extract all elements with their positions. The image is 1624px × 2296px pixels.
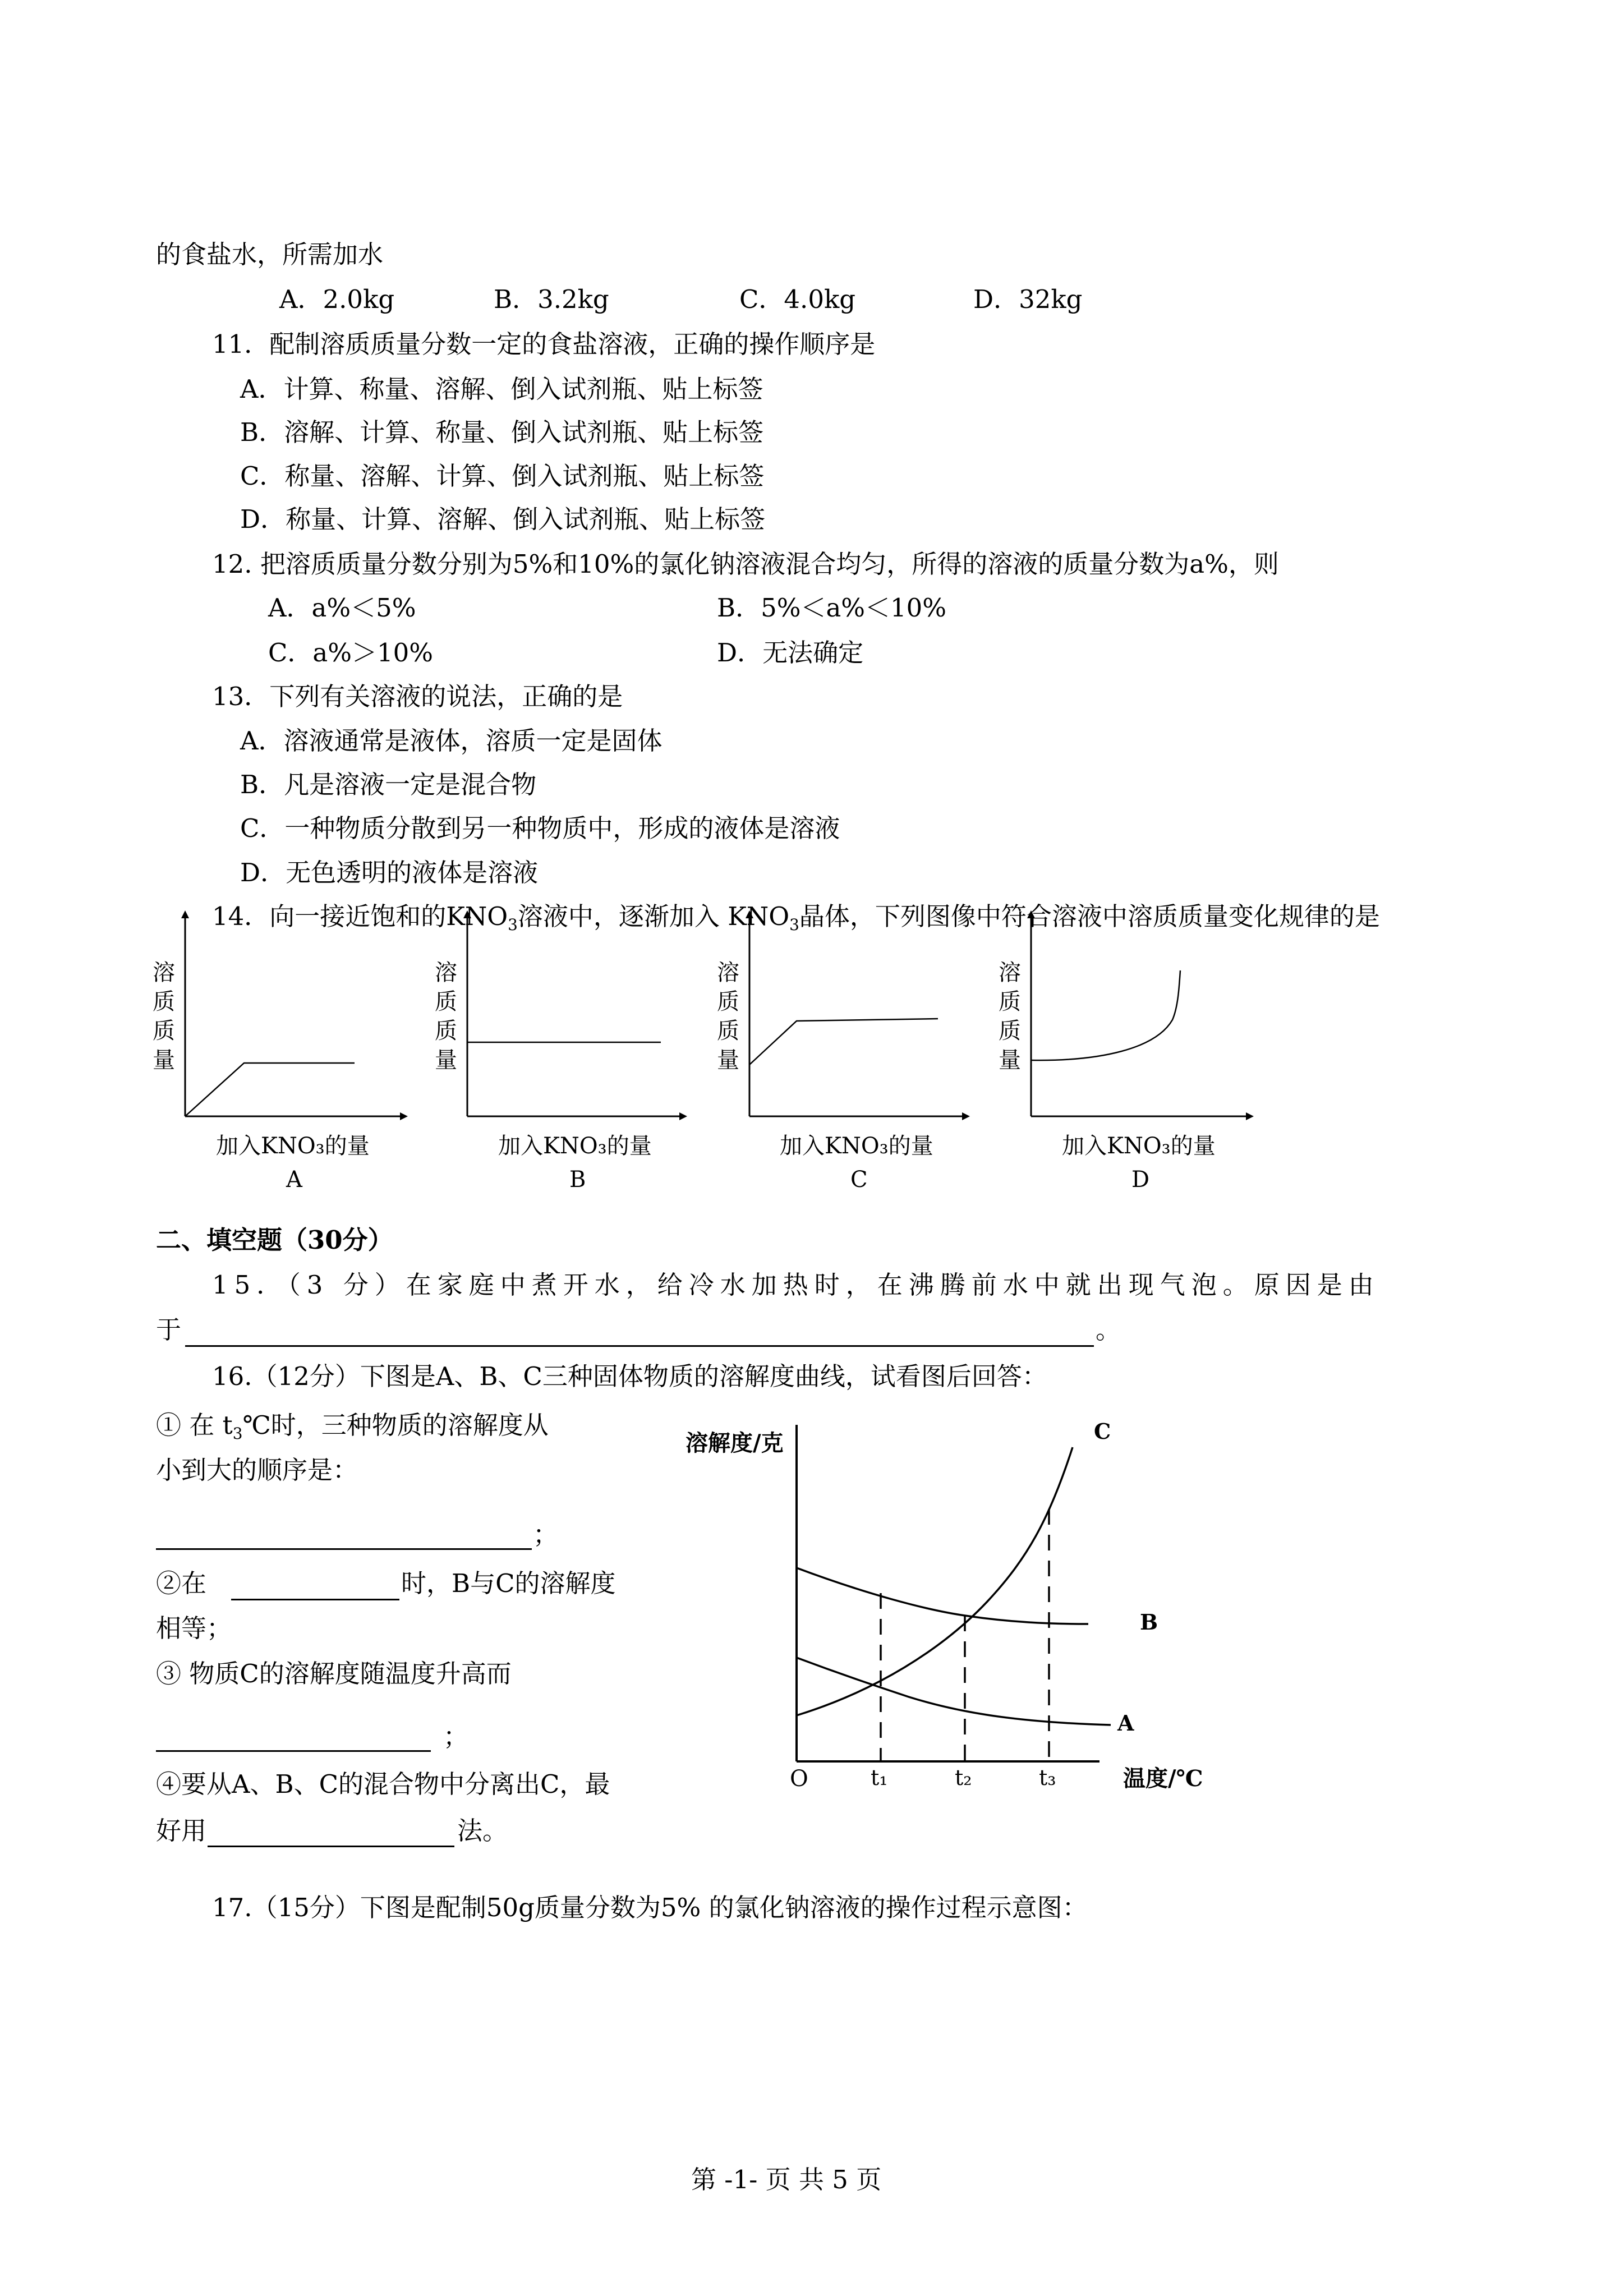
q10-option-c: C．4.0kg [739,284,856,314]
q13-option-a: A．溶液通常是液体，溶质一定是固体 [240,726,663,756]
q16-part3: ③ 物质C的溶解度随温度升高而 [156,1659,512,1688]
tick-t3: t₃ [1039,1765,1056,1790]
ylabel-char: 量 [153,1047,175,1073]
graph-a-xlabel: 加入KNO₃的量 [216,1133,370,1159]
q16-part2-mid: 时，B与C的溶解度 [401,1568,616,1598]
q13-option-d: D．无色透明的液体是溶液 [240,858,539,887]
tick-t1: t₁ [871,1765,888,1790]
q16-part1-end: ； [533,1520,559,1549]
q16-part4-start: 好用 [156,1816,207,1846]
solubility-ylabel: 溶解度/克 [686,1430,784,1456]
q16-part4-line1: ④要从A、B、C的混合物中分离出C，最 [156,1769,610,1799]
q16-part1-line2: 小到大的顺序是： [156,1455,358,1485]
curve-c [797,1447,1073,1715]
q16-part3-end: ； [443,1722,469,1751]
ylabel-char: 质 [435,989,457,1015]
q15-line2-start: 于 [156,1315,182,1345]
q12-option-a: A．a%＜5% [268,593,416,623]
q12-option-d: D．无法确定 [717,638,864,668]
curve-label-b: B [1140,1609,1158,1635]
q16-subscript: 3 [232,1424,243,1443]
q14-subscript: 3 [508,915,518,934]
q10-option-b: B．3.2kg [494,284,609,314]
q11-option-a: A．计算、称量、溶解、倒入试剂瓶、贴上标签 [240,374,763,404]
q16-part4-end: 法。 [457,1816,508,1846]
q16-part2-end: 相等； [156,1613,232,1643]
ylabel-char: 质 [999,989,1021,1015]
ylabel-char: 质 [717,1018,739,1044]
q11-option-c: C．称量、溶解、计算、倒入试剂瓶、贴上标签 [240,461,765,491]
graph-b-letter: B [569,1167,586,1193]
q12-option-b: B．5%＜a%＜10% [717,593,947,623]
q13-option-c: C．一种物质分散到另一种物质中，形成的液体是溶液 [240,813,840,843]
q10-tail: 的食盐水，所需加水 [156,240,384,269]
q11-stem: 11．配制溶质质量分数一定的食盐溶液，正确的操作顺序是 [212,329,876,359]
q16-part1-text: ① 在 t [156,1410,233,1440]
q13-option-b: B．凡是溶液一定是混合物 [240,770,537,799]
ylabel-char: 质 [999,1018,1021,1044]
ylabel-char: 溶 [717,960,739,986]
curve-b [797,1568,1088,1624]
solubility-origin: O [790,1766,808,1792]
curve-label-c: C [1094,1419,1111,1444]
graph-c-xlabel: 加入KNO₃的量 [780,1133,933,1159]
ylabel-char: 溶 [153,960,175,986]
page-footer: 第 -1- 页 共 5 页 [691,2165,882,2194]
q12-stem: 12. 把溶质质量分数分别为5%和10%的氯化钠溶液混合均匀，所得的溶液的质量分数为a%，则 [212,549,1279,579]
ylabel-char: 量 [999,1047,1021,1073]
q11-option-d: D．称量、计算、溶解、倒入试剂瓶、贴上标签 [240,504,766,534]
q14-stem-part: 14．向一接近饱和的KNO [212,901,508,931]
ylabel-char: 溶 [435,960,457,986]
graph-d-xlabel: 加入KNO₃的量 [1062,1133,1216,1159]
curve-a [797,1658,1111,1725]
q16-part1-text: ℃时，三种物质的溶解度从 [242,1410,549,1440]
q13-stem: 13．下列有关溶液的说法，正确的是 [212,682,623,711]
ylabel-char: 溶 [999,960,1021,986]
graph-a-letter: A [286,1167,302,1193]
q14-subscript: 3 [789,915,799,934]
q10-option-a: A．2.0kg [279,284,395,314]
q11-option-b: B．溶解、计算、称量、倒入试剂瓶、贴上标签 [240,417,764,447]
q12-option-c: C．a%＞10% [268,638,434,668]
tick-t2: t₂ [955,1765,972,1790]
ylabel-char: 质 [435,1018,457,1044]
section-heading: 二、填空题（30分） [156,1225,393,1255]
graph-d-letter: D [1131,1167,1150,1193]
q14-stem-part: 晶体，下列图像中符合溶液中溶质质量变化规律的是 [799,901,1380,931]
ylabel-char: 量 [435,1047,457,1073]
q14-stem-part: 溶液中，逐渐加入 KNO [517,901,790,931]
q16-stem: 16.（12分）下图是A、B、C三种固体物质的溶解度曲线，试看图后回答： [212,1361,1047,1391]
q10-option-d: D．32kg [973,284,1083,314]
curve-label-a: A [1117,1710,1134,1736]
q15-line2-end: 。 [1096,1315,1121,1345]
ylabel-char: 质 [153,989,175,1015]
ylabel-char: 质 [153,1018,175,1044]
q15-line1: 15．（3 分）在家庭中煮开水，给冷水加热时，在沸腾前水中就出现气泡。原因是由 [212,1270,1380,1300]
q17-stem: 17.（15分）下图是配制50g质量分数为5% 的氯化钠溶液的操作过程示意图： [212,1893,1088,1922]
graph-c-letter: C [850,1167,868,1193]
ylabel-char: 质 [717,989,739,1015]
q16-part2-start: ②在 [156,1568,207,1598]
graph-b-xlabel: 加入KNO₃的量 [498,1133,652,1159]
solubility-xlabel: 温度/℃ [1123,1765,1203,1792]
ylabel-char: 量 [717,1047,739,1073]
